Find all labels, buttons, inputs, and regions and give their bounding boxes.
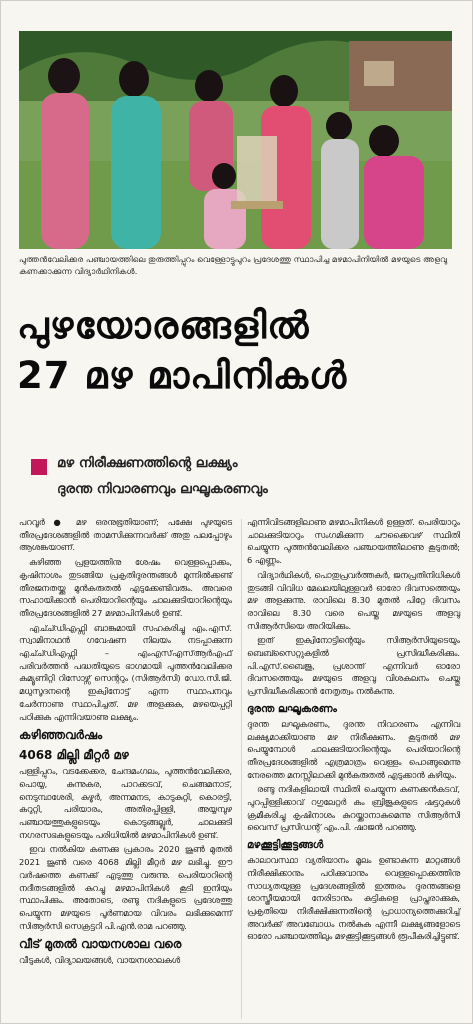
- paragraph: കഴിഞ്ഞ പ്രളയത്തിനു ശേഷം വെള്ളപ്പൊക്കം, കൃഷിനാശം തുടങ്ങിയ പ്രകൃതിദുരന്തങ്ങൾ മുന്നിൽക്കണ്ട് തീരജനതയ്ക്കു മുൻകരുതൽ എടുക്കേണ്ടിവരും. അവരെ സഹായിക്കാൻ പെരിയാറിന്റെയും ചാലക്കുടിയാറിന്റെയും തീരപ്രദേശങ്ങളിൽ 27 മഴമാപിനികൾ ഉണ്ട്.: [19, 557, 232, 618]
- paragraph: എച്ച്ഡിഎഫ്സി ബാങ്കുമായി സഹകരിച്ചു എം.എസ്. സ്വാമിനാഥൻ ഗവേഷണ നിലയം നടപ്പാക്കുന്ന എച്ച്ഡിഎഫ്സി – എംഎസ്എസ്ആർഎഫ് പരിവർത്തൻ പദ്ധതിയുടെ ഭാഗമായി പുത്തൻവേലിക്കര കമ്യൂണിറ്റി റിസോഴ്സ് സെന്ററും (സിആർസി) ഡോ.സി.ജി. മധുസൂദനന്റെ ഇക്വിനോട്ട് എന്ന സ്ഥാപനവും ചേർന്നാണു സ്ഥാപിച്ചത്. മഴ അളക്കുക, മഴയെപ്പറ്റി പഠിക്കുക എന്നിവയാണു ലക്ഷ്യം.: [19, 622, 232, 722]
- deck-line-1: മഴ നിരീക്ഷണത്തിന്റെ ലക്ഷ്യം: [57, 455, 238, 471]
- paragraph: പള്ളിപ്പുറം, വടക്കേക്കര, ചേന്ദമംഗലം, പുത്തൻവേലിക്കര, പൊയ്യ, കുന്നുകര, പാറക്കടവ്, ചെങ്ങമനാട്, നെടുമ്പാശേരി, കുഴൂർ, അന്നമനട, കാടുകുറ്റി, കൊരട്ടി, കറുറ്റി, പരിയാരം, അതിരപ്പിള്ളി, അയ്യമ്പുഴ പഞ്ചായത്തുകളുടെയും കൊടുങ്ങല്ലൂർ, ചാലക്കുടി നഗരസഭകളുടെയും പരിധിയിൽ മഴമാപിനികൾ ഉണ്ട്.: [19, 766, 232, 840]
- deck-bullet-square-icon: [31, 459, 47, 475]
- left-column: [19, 516, 232, 969]
- subheading: 4068 മില്ലി മീറ്റർ മഴ: [19, 748, 129, 763]
- paragraph: രണ്ടു നദികളിലായി സ്ഥിതി ചെയ്യുന്ന കണക്കൻകടവ്, പുറപ്പിള്ളിക്കാവ് റഗുലേറ്റർ കം ബ്രിജുകളുടെ ഷട്ടറുകൾ ക്രമീകരിച്ചു കൃഷിനാശം കുറയ്ക്കാനാകുമെന്നു സിആർസി വൈസ് പ്രസിഡന്റ് എം.പി. ഷാജൻ പറഞ്ഞു.: [247, 784, 460, 833]
- paragraph: ഇത് ഇക്വിനോട്ടിന്റെയും സിആർസിയുടെയും ബെബ്സൈറ്റുകളിൽ പ്രസിദ്ധീകരിക്കും. പി.എസ്.ബൈജു, പ്രശാന്ത് എന്നിവർ ഓരോ ദിവസത്തെയും മഴയുടെ അളവു വിശകലനം ചെയ്തു പ്രസിദ്ധീകരിക്കാൻ നേതൃത്വം നൽകുന്നു.: [247, 635, 460, 697]
- photo-caption: പുത്തൻവേലിക്കര പഞ്ചായത്തിലെ തുരുത്തിപ്പുറം വെള്ളോട്ടുപുറം പ്രദേശത്തു സ്ഥാപിച്ച മഴമാപിനിയിൽ മഴയുടെ അളവു കണക്കാക്കുന്ന വിദ്യാർഥിനികൾ.: [19, 254, 448, 276]
- headline-line-1: പുഴയോരങ്ങളിൽ: [17, 304, 310, 347]
- paragraph: എന്നിവിടങ്ങളിലാണു മഴമാപിനികൾ ഉള്ളത്. പെരിയാറും ചാലക്കുടിയാറും സംഗമിക്കുന്ന ചൗക്കൈവഴ് സ്ഥിതി ചെയ്യുന്ന പുത്തൻവേലിക്കര പഞ്ചായത്തിലാണു കൂടുതൽ; 6 എണ്ണം.: [247, 517, 460, 566]
- photo-image: [19, 31, 452, 249]
- right-column: [247, 516, 460, 945]
- subheading: മഴക്കൂട്ടിക്കൂട്ടങ്ങൾ: [247, 839, 324, 852]
- paragraph: ദുരന്ത ലഘൂകരണം, ദുരന്ത നിവാരണം എന്നിവ ലക്ഷ്യമാക്കിയാണു മഴ നിരീക്ഷണം. കൂടുതൽ മഴ പെയ്യുമ്പോൾ ചാലക്കുടിയാറിന്റെയും പെരിയാറിന്റെ തീരപ്രദേശങ്ങളിൽ എത്രമാത്രം വെള്ളം പൊങ്ങുമെന്നു നേരത്തെ മനസ്സിലാക്കി മുൻകരുതൽ എടുക്കാൻ കഴിയും.: [247, 718, 460, 780]
- column-divider: [241, 519, 242, 1019]
- subheading: ദുരന്ത ലഘൂകരണം: [247, 702, 337, 715]
- headline: [17, 301, 462, 401]
- paragraph: കാലാവസ്ഥാ വ്യതിയാനം മൂലം ഉണ്ടാകുന്ന മാറ്റങ്ങൾ നിരീക്ഷിക്കാനും പഠിക്കുവാനും വെള്ളപ്പൊക്കത്തിനു സാധ്യതയുള്ള പ്രദേശങ്ങളിൽ ഇത്തരം ദുരന്തങ്ങളെ ശാസ്ത്രീയമായി നേരിടാനും കുട്ടികളെ പ്രാപ്തരാക്കുക, പ്രകൃതിയെ നിരീക്ഷിക്കുന്നതിന്റെ പ്രാധാന്യത്തെക്കുറിച്ച് അവർക്ക് അവബോധം നൽകുക എന്നീ ലക്ഷ്യങ്ങളോടെ ഓരോ പഞ്ചായത്തിലും മഴക്കൂട്ടിക്കൂട്ടങ്ങൾ രൂപീകരിച്ചിട്ടുണ്ട്.: [247, 855, 460, 942]
- subheading: കഴിഞ്ഞവർഷം: [19, 728, 103, 743]
- paragraph: ഇവ നൽകിയ കണക്കു പ്രകാരം 2020 ജൂൺ മുതൽ 2021 ജൂൺ വരെ 4068 മില്ലി മീറ്റർ മഴ ലഭിച്ചു. ഈ വർഷത്തെ കണക്ക് എടുത്തു വരുന്നു. പെരിയാറിന്റെ നദീതടങ്ങളിൽ കുറച്ചു മഴമാപിനികൾ കൂടി ഇനിയും സ്ഥാപിക്കും. അതോടെ, രണ്ടു നദികളുടെ പ്രദേശത്തു പെയ്യുന്ന മഴയുടെ പൂർണമായ വിവരം ലഭിക്കുമെന്ന് സിആർസി സെക്രട്ടറി പി.എൻ.രാമ പറഞ്ഞു.: [19, 844, 232, 931]
- paragraph: വീടുകൾ, വിദ്യാലയങ്ങൾ, വായനശാലകൾ: [19, 955, 181, 966]
- headline-line-2: 27 മഴ മാപിനികൾ: [17, 354, 348, 397]
- paragraph: പറവൂർ ● മഴ ഒരനുഭൂതിയാണ്; പക്ഷേ പുഴയുടെ തീരപ്രദേശങ്ങളിൽ താമസിക്കുന്നവർക്ക് അതു പലപ്പോഴും ആശങ്കയാണ്.: [19, 517, 232, 553]
- deck-line-2: ദുരന്ത നിവാരണവും ലഘൂകരണവും: [57, 481, 268, 497]
- subheading: വീട് മുതൽ വായനശാല വരെ: [19, 937, 182, 952]
- paragraph: വിദ്യാർഥികൾ, പൊതുപ്രവർത്തകർ, ജനപ്രതിനിധികൾ തുടങ്ങി വിവിധ മേഖലയിലുള്ളവർ ഓരോ ദിവസത്തെയും മഴ അളക്കുന്നു. രാവിലെ 8.30 മുതൽ പിറ്റേ ദിവസം രാവിലെ 8.30 വരെ പെയ്ത മഴയുടെ അളവു സിആർസിയെ അറിയിക്കും.: [247, 569, 460, 631]
- news-photo: [19, 31, 452, 249]
